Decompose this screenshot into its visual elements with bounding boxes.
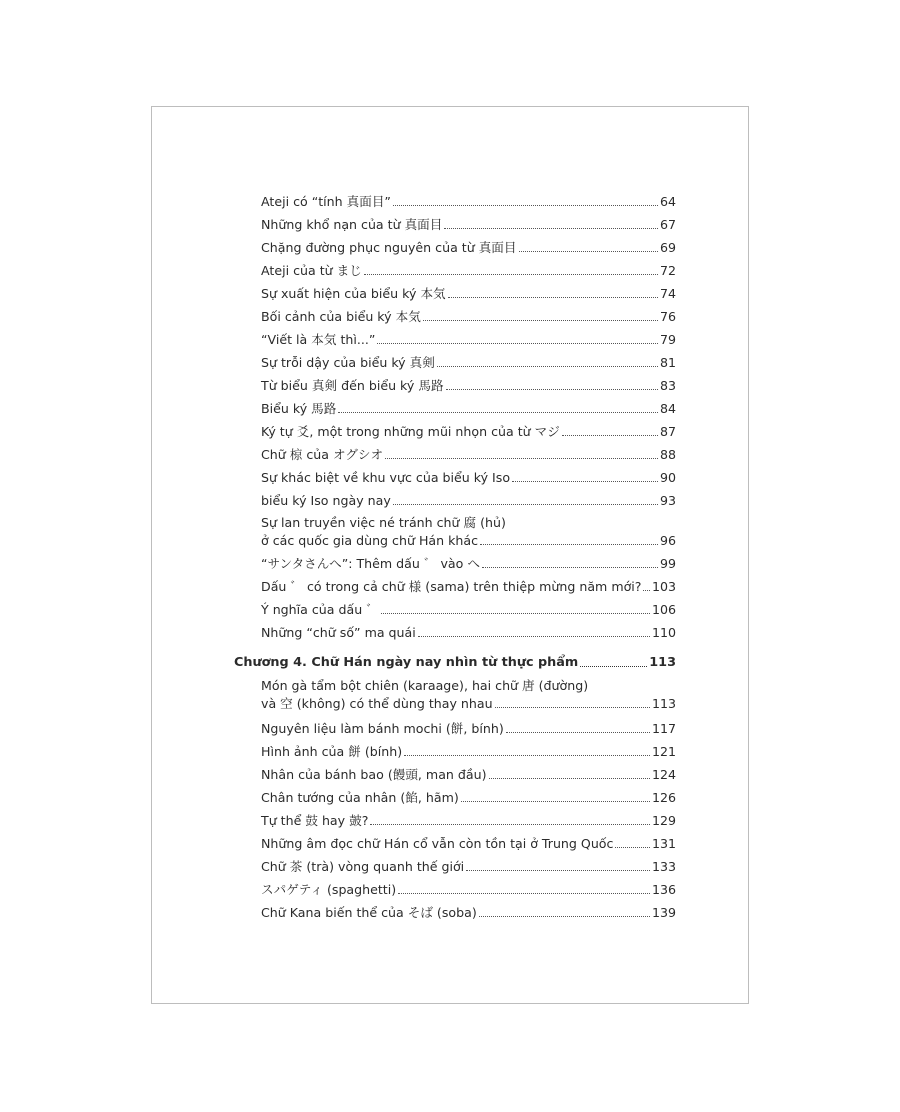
toc-entry-title: Sự khác biệt về khu vực của biểu ký Iso (261, 470, 511, 485)
toc-entry-page: 74 (659, 286, 676, 301)
dot-leader (444, 228, 658, 229)
toc-entry (261, 470, 676, 485)
toc-entry-title-line1: Món gà tẩm bột chiên (karaage), hai chữ 唐 (đường) (261, 678, 589, 693)
toc-entry (261, 263, 676, 278)
book-page (151, 106, 749, 1004)
dot-leader (479, 916, 650, 917)
toc-entry-line2 (261, 696, 676, 711)
toc-entry (261, 625, 676, 640)
toc-entry-title-line1: Sự lan truyền việc né tránh chữ 腐 (hủ) (261, 515, 506, 530)
toc-entry-title: Hình ảnh của 餅 (bính) (261, 744, 403, 759)
toc-entry-title: Ateji có “tính 真面目” (261, 194, 391, 209)
toc-entry (261, 721, 676, 736)
toc-entry-page: 124 (651, 767, 676, 782)
toc-entry-page: 117 (651, 721, 676, 736)
toc-entry-page: 84 (659, 401, 676, 416)
dot-leader (512, 481, 658, 482)
chapter-title: Chương 4. Chữ Hán ngày nay nhìn từ thực phẩm (234, 655, 579, 670)
toc-entry-line2 (261, 533, 676, 548)
toc-entry-page: 113 (651, 696, 676, 711)
dot-leader (562, 435, 658, 436)
toc-entry-title: Sự trỗi dậy của biểu ký 真剣 (261, 355, 435, 370)
dot-leader (398, 893, 650, 894)
toc-entry-title: スパゲティ (spaghetti) (261, 882, 397, 897)
toc-entry (261, 378, 676, 393)
toc-entry-title: Những âm đọc chữ Hán cổ vẫn còn tồn tại ở Trung Quốc (261, 836, 614, 851)
dot-leader (482, 567, 658, 568)
toc-entry-title: Tự thể 鼓 hay 皷? (261, 813, 369, 828)
toc-entry-title-line2: ở các quốc gia dùng chữ Hán khác (261, 533, 479, 548)
dot-leader (437, 366, 658, 367)
dot-leader (381, 613, 650, 614)
toc-entry (261, 217, 676, 232)
toc-entry-two-line (261, 678, 676, 711)
toc-entry-page: 87 (659, 424, 676, 439)
toc-entry-page: 110 (651, 625, 676, 640)
toc-entry (261, 493, 676, 508)
toc-entry-page: 129 (651, 813, 676, 828)
toc-entry-page: 67 (659, 217, 676, 232)
toc-entry-page: 106 (651, 602, 676, 617)
toc-entry (261, 424, 676, 439)
dot-leader (423, 320, 658, 321)
dot-leader (338, 412, 658, 413)
toc-entry-title-line2: và 空 (không) có thể dùng thay nhau (261, 696, 493, 711)
toc-entry-page: 96 (659, 533, 676, 548)
dot-leader (446, 389, 658, 390)
chapter-heading (234, 655, 676, 670)
dot-leader (393, 504, 658, 505)
toc-entry-page: 99 (659, 556, 676, 571)
toc-entry (261, 355, 676, 370)
toc-entry-page: 69 (659, 240, 676, 255)
toc-entry-title: “Viết là 本気 thì...” (261, 332, 376, 347)
toc-entry (261, 602, 676, 617)
toc-entry-title: Ateji của từ まじ (261, 263, 362, 278)
toc-entry-title: Ý nghĩa của dấu ゛ (261, 602, 379, 617)
toc-entry (261, 767, 676, 782)
toc-entry-title: Sự xuất hiện của biểu ký 本気 (261, 286, 446, 301)
toc-entry-title: Chân tướng của nhân (餡, hãm) (261, 790, 459, 805)
toc-entry-page: 103 (651, 579, 676, 594)
toc-entry (261, 332, 676, 347)
toc-entry-title: Chữ 茶 (trà) vòng quanh thế giới (261, 859, 465, 874)
toc-entry (261, 556, 676, 571)
toc-entry (261, 401, 676, 416)
toc-entry (261, 447, 676, 462)
toc-entry (261, 813, 676, 828)
dot-leader (495, 707, 650, 708)
toc-entry-page: 72 (659, 263, 676, 278)
toc-entry-page: 83 (659, 378, 676, 393)
dot-leader (418, 636, 650, 637)
toc-entry-page: 64 (659, 194, 676, 209)
toc-entry-title: Ký tự 爻, một trong những mũi nhọn của từ マジ (261, 424, 560, 439)
toc-entry-page: 90 (659, 470, 676, 485)
toc-entry-page: 76 (659, 309, 676, 324)
toc-entry-page: 93 (659, 493, 676, 508)
toc-entry-page: 126 (651, 790, 676, 805)
toc-entry-title: Dấu ゛ có trong cả chữ 様 (sama) trên thiệp mừng năm mới? (261, 579, 642, 594)
toc-entry-page: 133 (651, 859, 676, 874)
toc-entry (261, 194, 676, 209)
dot-leader (519, 251, 658, 252)
dot-leader (393, 205, 658, 206)
dot-leader (448, 297, 658, 298)
toc-entry (261, 882, 676, 897)
toc-entry (261, 859, 676, 874)
toc-entry (261, 309, 676, 324)
dot-leader (480, 544, 658, 545)
dot-leader (364, 274, 658, 275)
dot-leader (466, 870, 650, 871)
toc-entry-title: Chữ 椋 của オグシオ (261, 447, 384, 462)
toc-entry-title: Nguyên liệu làm bánh mochi (餅, bính) (261, 721, 504, 736)
toc-entry (261, 744, 676, 759)
toc-entry-page: 136 (651, 882, 676, 897)
toc-entry-title: Những khổ nạn của từ 真面目 (261, 217, 443, 232)
toc-entry-title: Nhân của bánh bao (饅頭, man đầu) (261, 767, 487, 782)
dot-leader (461, 801, 650, 802)
toc-entry-page: 79 (659, 332, 676, 347)
dot-leader (404, 755, 650, 756)
toc-entry-title: Chữ Kana biến thể của そば (soba) (261, 905, 477, 920)
toc-entry (261, 579, 676, 594)
dot-leader (643, 590, 649, 591)
dot-leader (370, 824, 650, 825)
toc-entry (261, 790, 676, 805)
toc-entry (261, 240, 676, 255)
toc-entry-page: 81 (659, 355, 676, 370)
dot-leader (489, 778, 650, 779)
toc-entry-title: Bối cảnh của biểu ký 本気 (261, 309, 421, 324)
toc-entry-page: 131 (651, 836, 676, 851)
chapter-page: 113 (649, 655, 676, 670)
dot-leader (615, 847, 650, 848)
toc-entry-title: “サンタさんへ”: Thêm dấu ゛ vào へ (261, 556, 480, 571)
toc-entry-two-line (261, 515, 676, 548)
toc-entry-title: Những “chữ số” ma quái (261, 625, 416, 640)
toc-entry (261, 905, 676, 920)
toc-entry-page: 139 (651, 905, 676, 920)
dot-leader (385, 458, 658, 459)
toc-entry-title: biểu ký Iso ngày nay (261, 493, 391, 508)
toc-entry-title: Từ biểu 真剣 đến biểu ký 馬路 (261, 378, 444, 393)
toc-entry-title: Chặng đường phục nguyên của từ 真面目 (261, 240, 517, 255)
toc-entry-page: 121 (651, 744, 676, 759)
dot-leader (580, 666, 647, 667)
dot-leader (377, 343, 658, 344)
toc-entry-page: 88 (659, 447, 676, 462)
toc-entry (261, 286, 676, 301)
toc-entry (261, 836, 676, 851)
toc-entry-title: Biểu ký 馬路 (261, 401, 337, 416)
dot-leader (506, 732, 650, 733)
